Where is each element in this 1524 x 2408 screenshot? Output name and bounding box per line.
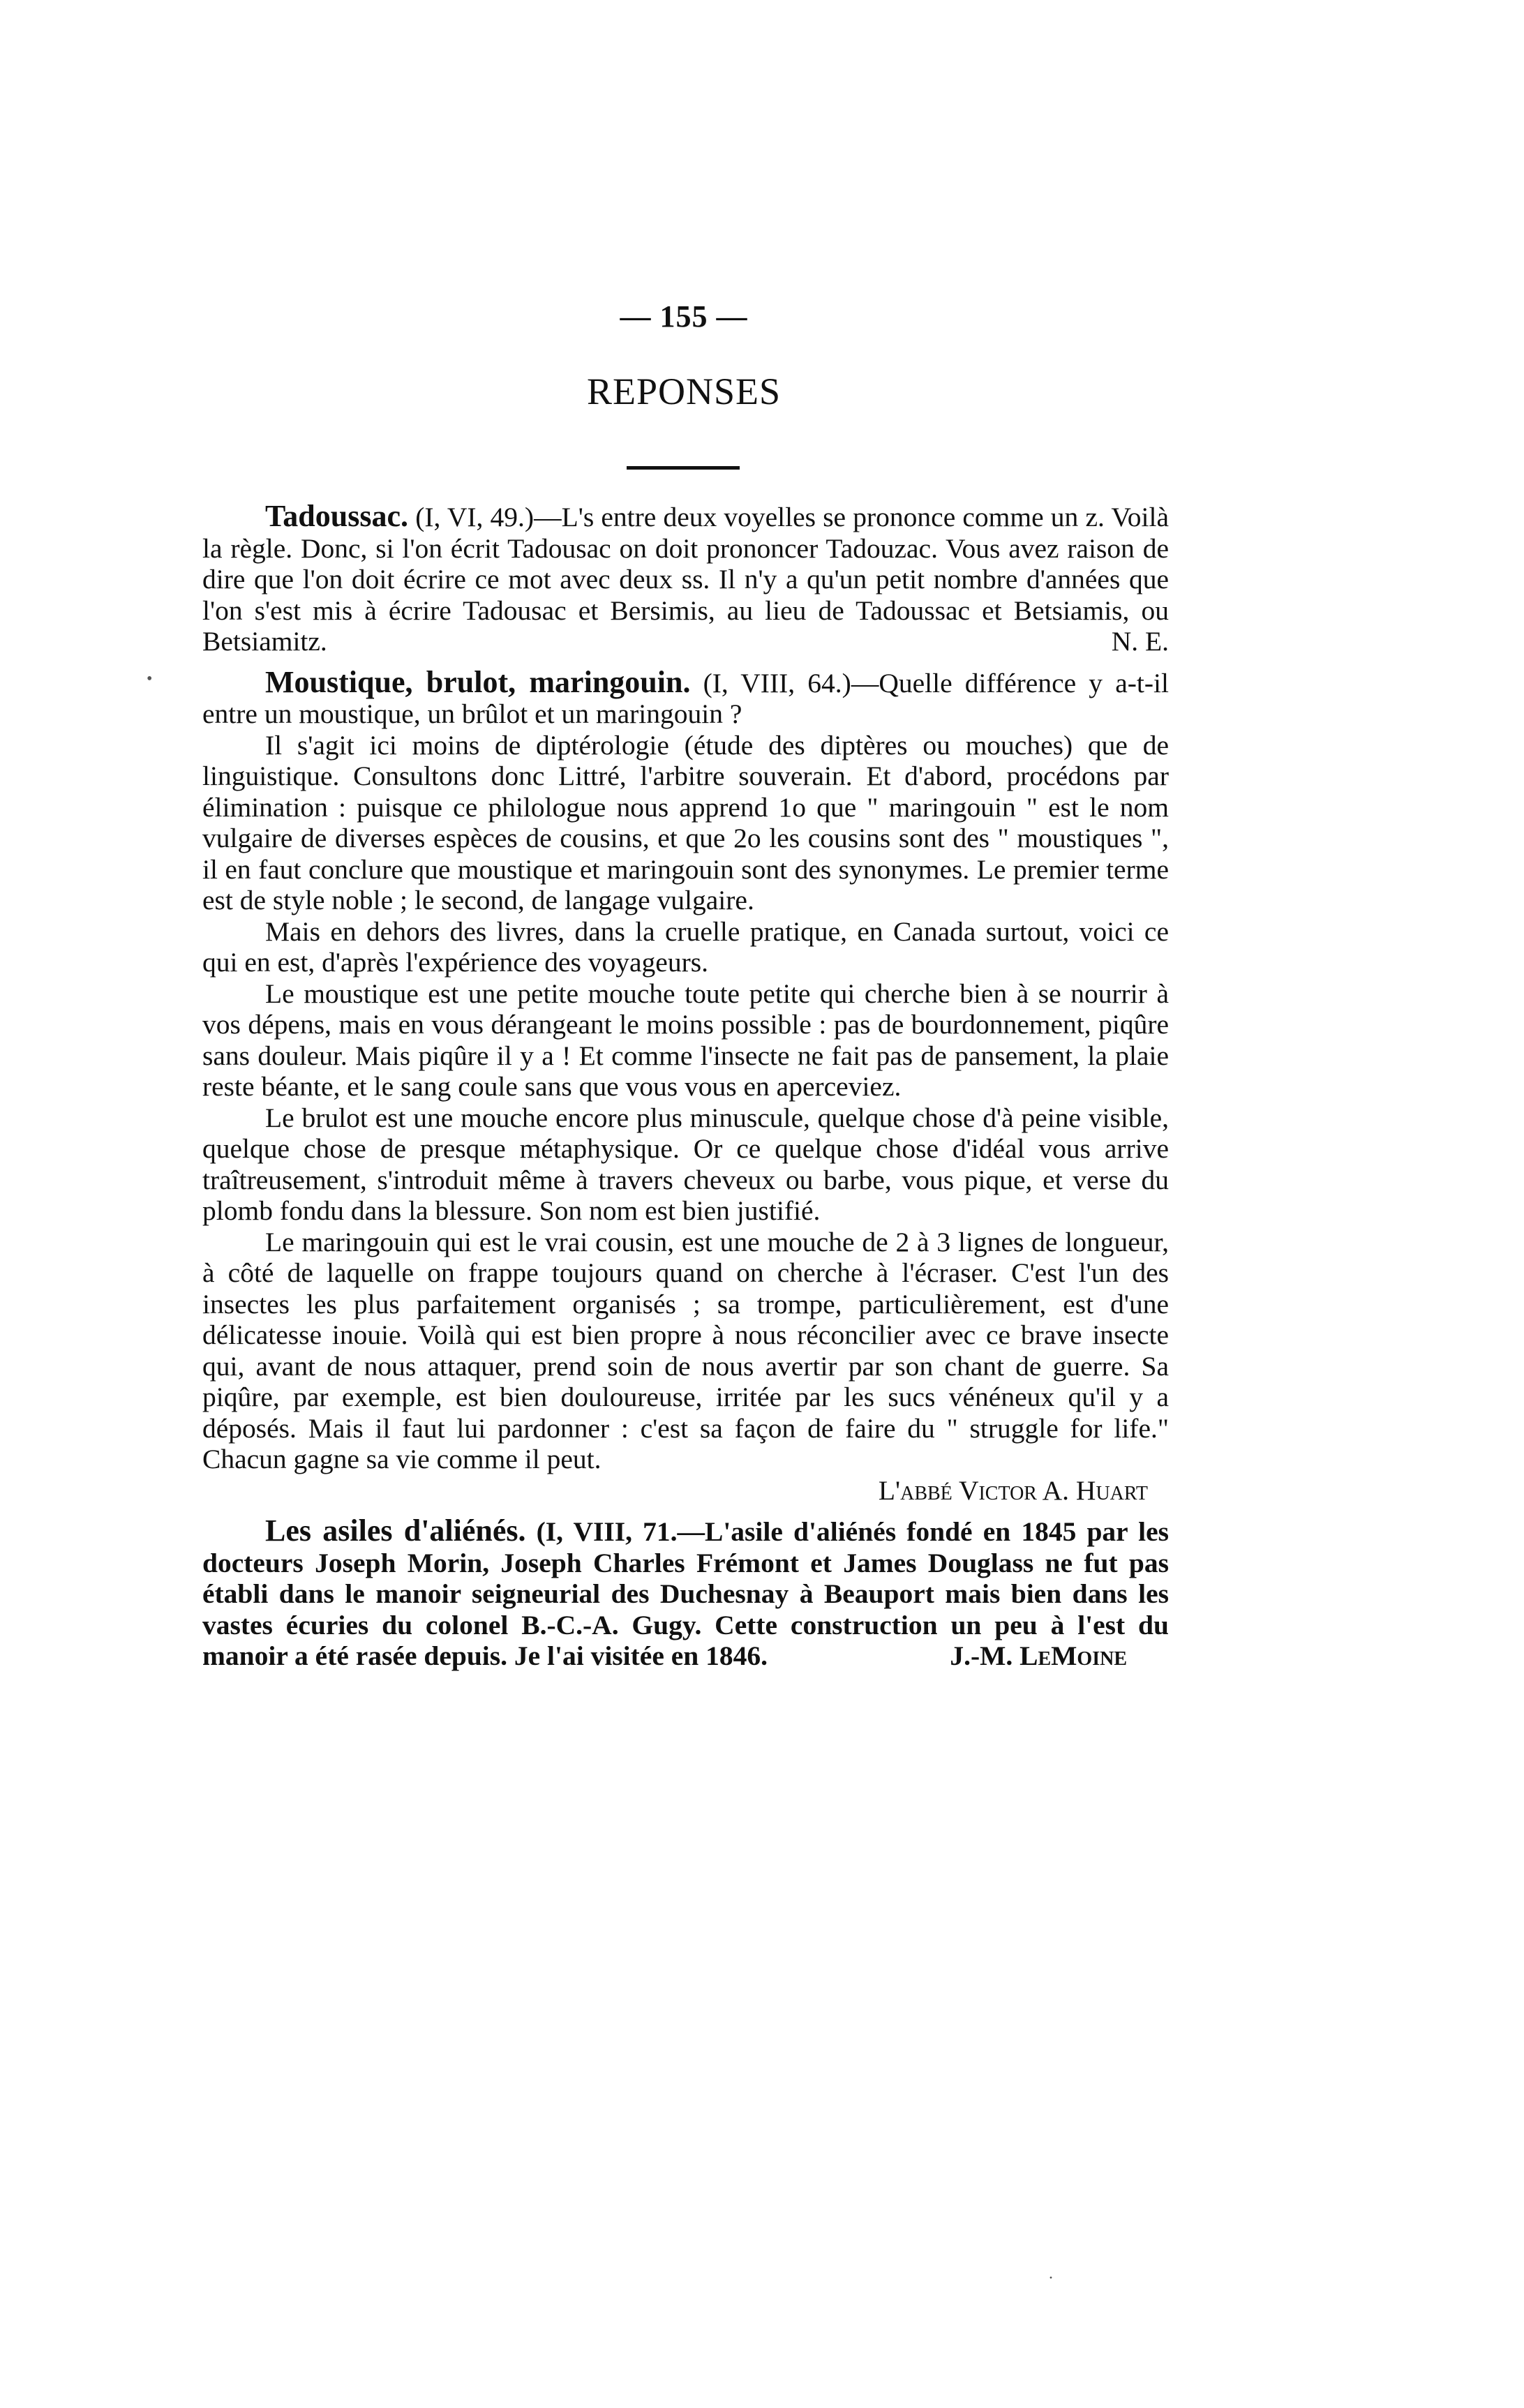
margin-dot: · — [1048, 2269, 1054, 2287]
entry-tadoussac — [202, 501, 1169, 657]
page-title: REPONSES — [586, 371, 782, 412]
entry-heading: Moustique, brulot, maringouin. — [265, 664, 691, 699]
page-number: — 155 — — [620, 299, 748, 334]
entry-moustique — [202, 664, 1169, 730]
entry-heading: Tadoussac. — [265, 499, 409, 533]
entry-paragraph: Le brulot est une mouche encore plus minuscule, quelque chose d'à peine visible, quelque chose de presque métaphysique. Or ce quelque chose d'idéal vous arrive traîtreusement, s'introduit même à travers cheveux ou barbe, vous pique, et verse du plomb fondu dans la blessure. Son nom est bien justifié. — [202, 1102, 1169, 1226]
title-rule — [627, 466, 740, 470]
entry-paragraph: Le maringouin qui est le vrai cousin, est une mouche de 2 à 3 lignes de longueur, à côté de laquelle on frappe toujours quand on cherche à l'écraser. C'est l'un des insectes les plus parfaitement organisés ; sa trompe, particulièrement, est d'une délicatesse inouie. Voilà qui est bien propre à nous réconcilier avec ce brave insecte qui, avant de nous attaquer, prend soin de nous avertir par son chant de guerre. Sa piqûre, par exemple, est bien douloureuse, irritée par les sucs vénéneux qu'il y a déposés. Mais il faut lui pardonner : c'est sa façon de faire du " struggle for life." Chacun gagne sa vie comme il peut. — [202, 1226, 1169, 1474]
entry-paragraph: Il s'agit ici moins de diptérologie (étude des diptères ou mouches) que de linguistique. Consultons donc Littré, l'arbitre souverain. Et d'abord, procédons par élimination : puisque ce philologue nous apprend 1o que " maringouin " est le nom vulgaire de diverses espèces de cousins, et que 2o les cousins sont des " moustiques ", il en faut conclure que moustique et maringouin sont des synonymes. Le premier terme est de style noble ; le second, de langage vulgaire. — [202, 729, 1169, 915]
entry-signature: J.-M. LeMoine — [950, 1640, 1127, 1671]
entry-paragraph: Le moustique est une petite mouche toute petite qui cherche bien à se nourrir à vos dépens, mais en vous dérangeant le moins possible : pas de bourdonnement, piqûre sans douleur. Mais piqûre il y a ! Et comme l'insecte ne fait pas de pansement, la plaie reste béante, et le sang coule sans que vous vous en aperceviez. — [202, 978, 1169, 1102]
entry-paragraph: (I, VIII, 71.—L'asile d'aliénés fondé en 1845 par les docteurs Joseph Morin, Joseph Charles Frémont et James Douglass ne fut pas établi dans le manoir seigneurial des Duchesnay à Beauport mais bien dans les vastes écuries du colonel B.-C.-A. Gugy. Cette construction un peu à l'est du manoir a été rasée depuis. Je l'ai visitée en 1846. — [202, 1516, 1169, 1671]
entry-signature: N. E. — [1111, 626, 1169, 657]
margin-dot: • — [147, 670, 153, 688]
entry-paragraph: (I, VI, 49.)—L's entre deux voyelles se prononce comme un z. Voilà la règle. Donc, si l'on écrit Tadousac on doit prononcer Tadouzac. Vous avez raison de dire que l'on doit écrire ce mot avec deux ss. Il n'y a qu'un petit nombre d'années que l'on s'est mis à écrire Tadousac et Bersimis, au lieu de Tadoussac et Betsiamis, ou Betsiamitz. — [202, 502, 1169, 657]
body-text — [202, 501, 1169, 1672]
entry-paragraph: (I, VIII, 64.)—Quelle différence y a-t-il entre un moustique, un brûlot et un maringouin ? — [202, 667, 1169, 729]
entry-heading: Les asiles d'aliénés. — [265, 1513, 526, 1548]
entry-paragraph: Mais en dehors des livres, dans la cruelle pratique, en Canada surtout, voici ce qui en est, d'après l'expérience des voyageurs. — [202, 915, 1169, 978]
entry-signature: L'abbé Victor A. Huart — [878, 1474, 1148, 1506]
entry-asiles — [202, 1513, 1169, 1672]
